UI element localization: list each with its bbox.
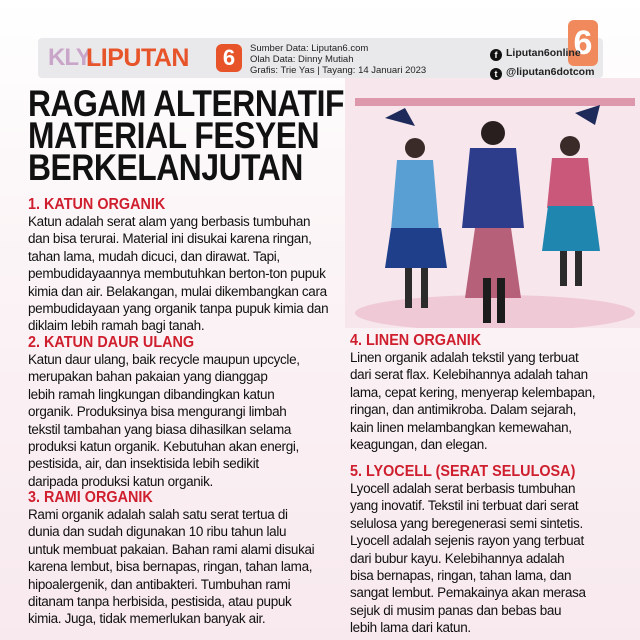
section-heading: 5. LYOCELL (SERAT SELULOSA) <box>350 463 576 480</box>
section-katun-daur-ulang <box>28 334 314 491</box>
social-links <box>490 44 594 82</box>
page-title: RAGAM ALTERNATIF MATERIAL FESYEN BERKELANJUTAN <box>28 83 344 188</box>
model-center <box>462 121 524 323</box>
section-heading: 3. RAMI ORGANIK <box>28 489 153 506</box>
section-rami-organik <box>28 489 329 629</box>
credits <box>250 43 426 76</box>
facebook-handle[interactable]: Liputan6online <box>506 47 581 59</box>
section-body: Lyocell adalah serat berbasis tumbuhan yang inovatif. Tekstil ini terbuat dari serat selulosa yang beregenerasi semi sintetis. Lyocell adalah sejenis rayon yang terbuat dari bubur kayu. Kelebihannya adalah bisa bernapas, ringan, tahan lama, dan sangat lembut. Pemakainya akan merasa sejuk di musim panas dan bebas bau lebih lama dari katun. <box>350 481 586 637</box>
section-body: Katun daur ulang, baik recycle maupun upcycle, merupakan bahan pakaian yang dianggap lebih ramah lingkungan dibandingkan katun organik. Produksinya bisa mengurangi limbah tekstil tambahan yang biasa dihasilkan selama produksi katun organik. Kebutuhan akan energi, pestisida, air, dan insektisida lebih sedikit daripada produksi katun organik. <box>28 352 300 490</box>
section-linen-organik <box>350 332 608 454</box>
kly-logo: KLY. <box>48 44 94 71</box>
section-lyocell <box>350 463 600 638</box>
facebook-icon: f <box>490 49 502 61</box>
source-text: Sumber Data: Liputan6.com <box>250 43 369 54</box>
section-body: Katun adalah serat alam yang berbasis tumbuhan dan bisa terurai. Material ini disukai karena ringan, tahan lama, mudah dicuci, dan dirawat. Tapi, pembudidayaannya membutuhkan berton-ton pupuk kimia dan air. Belakangan, mulai dikembangkan cara pembudidayaan yang organik tanpa pupuk kimia dan diklaim lebih ramah bagi tanah. <box>28 214 329 335</box>
graphic-text: Grafis: Trie Yas | Tayang: 14 Januari 2023 <box>250 65 427 76</box>
section-body: Rami organik adalah salah satu serat tertua di dunia dan sudah digunakan 10 ribu tahun lalu untuk membuat pakaian. Bahan rami alami disukai karena lembut, bisa bernapas, ringan, tahan lama, hipoalergenik, dan antibakteri. Tumbuhan rami ditanam tanpa herbisida, pestisida, atau pupuk kimia. Juga, tidak memerlukan banyak air. <box>28 507 315 628</box>
section-heading: 2. KATUN DAUR ULANG <box>28 334 195 351</box>
fashion-illustration <box>345 78 640 328</box>
section-katun-organik <box>28 196 344 336</box>
liputan6-logo: LIPUTAN <box>86 44 189 72</box>
twitter-handle[interactable]: @liputan6dotcom <box>506 66 595 78</box>
section-body: Linen organik adalah tekstil yang terbuat dari serat flax. Kelebihannya adalah tahan lama, cepat kering, menyerap kelembapan, ringan, dan antimikroba. Dalam sejarah, kain linen melambangkan kemewahan, keagungan, dan elegan. <box>350 350 596 454</box>
twitter-icon: t <box>490 68 502 80</box>
liputan6-logo-mark: 6 <box>216 44 242 72</box>
section-heading: 1. KATUN ORGANIK <box>28 196 166 213</box>
processed-text: Olah Data: Dinny Mutiah <box>250 54 354 65</box>
section-heading: 4. LINEN ORGANIK <box>350 332 482 349</box>
liputan6-watermark: 6 <box>568 20 598 66</box>
